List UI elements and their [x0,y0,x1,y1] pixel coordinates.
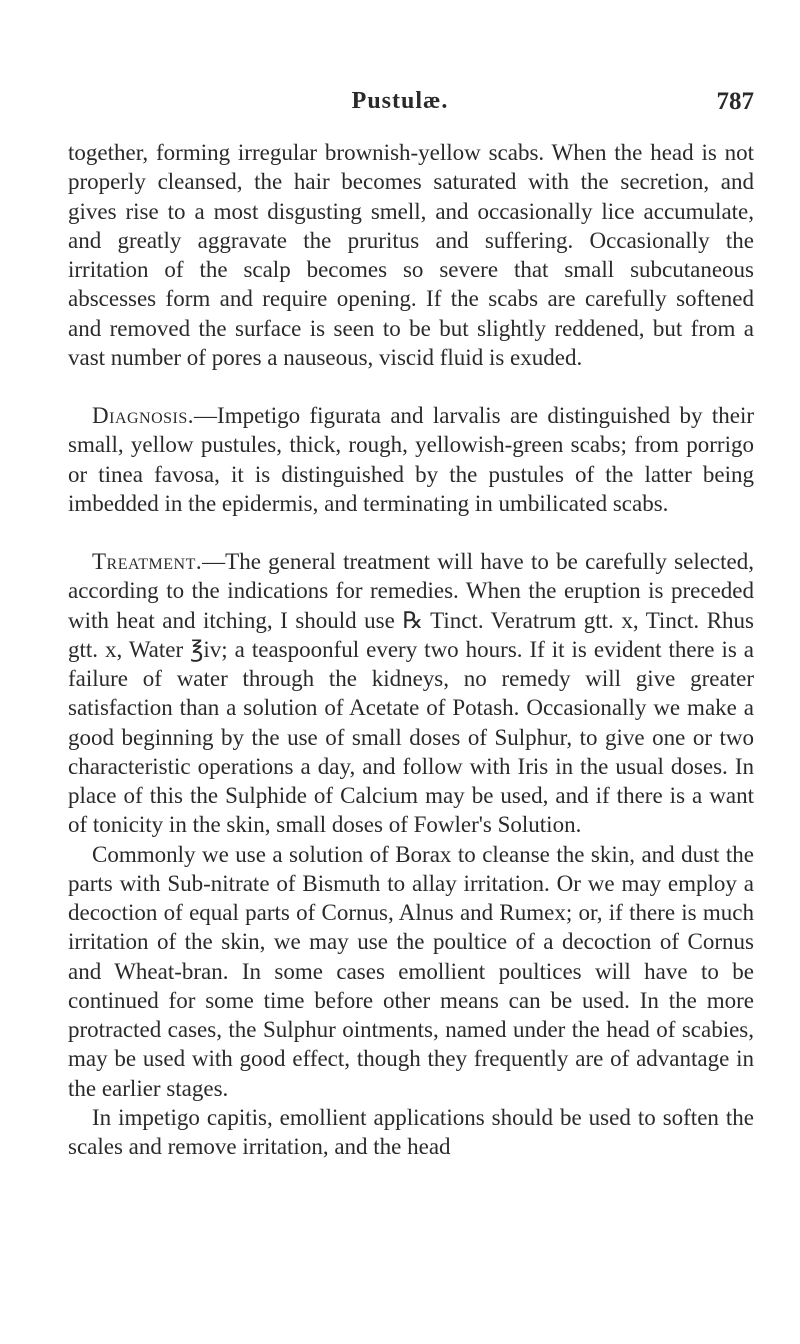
paragraph-text: —The general treatment will have to be carefully selected, according to the indications for remedies. When the eruption is preceded with heat and itching, I should use ℞ Tinct. Veratrum gtt. x, Tinct. Rhus gtt. x, Water ℥iv; a teaspoonful every two hours. If it is evident there is a failure of water through the kidneys, no remedy will give greater satisfaction than a solution of Acetate of Potash. Occasionally we make a good beginning by the use of small doses of Sulphur, to give one or two characteristic operations a day, and follow with Iris in the usual doses. In place of this the Sulphide of Calcium may be used, and if there is a want of tonicity in the skin, small doses of Fowler's Solution. [68,549,754,838]
section-heading-treatment: Treatment. [92,549,203,574]
paragraph-symptoms-continued [68,138,754,372]
page-number: 787 [716,88,754,115]
body-text [68,138,754,1161]
paragraph-diagnosis [68,401,754,518]
paragraph-impetigo-capitis [68,1103,754,1162]
section-heading-diagnosis: Diagnosis. [92,403,195,428]
paragraph-text: In impetigo capitis, emollient applications should be used to soften the scales and remove irritation, and the head [68,1104,754,1159]
page-header [0,88,800,122]
paragraph-treatment [68,547,754,840]
paragraph-text: together, forming irregular brownish-yellow scabs. When the head is not properly cleansed, the hair becomes saturated with the secretion, and gives rise to a most disgusting smell, and occasionally lice accumulate, and greatly aggravate the pruritus and suffering. Occasionally the irritation of the scalp becomes so severe that small subcutaneous abscesses form and require opening. If the scabs are carefully softened and removed the surface is seen to be but slightly reddened, but from a vast number of pores a nauseous, viscid fluid is exuded. [68,140,754,370]
paragraph-text: —Impetigo figurata and larvalis are distinguished by their small, yellow pustules, thick, rough, yellowish-green scabs; from porrigo or tinea favosa, it is distinguished by the pustules of the latter being imbedded in the epidermis, and terminating in umbilicated scabs. [68,403,754,516]
paragraph-local-treatment [68,840,754,1103]
running-title: Pustulæ. [351,88,449,114]
paragraph-text: Commonly we use a solution of Borax to cleanse the skin, and dust the parts with Sub-nitrate of Bismuth to allay irritation. Or we may employ a decoction of equal parts of Cornus, Alnus and Rumex; or, if there is much irritation of the skin, we may use the poultice of a decoction of Cornus and Wheat-bran. In some cases emollient poultices will have to be continued for some time before other means can be used. In the more protracted cases, the Sulphur ointments, named under the head of scabies, may be used with good effect, though they frequently are of advantage in the earlier stages. [68,841,754,1101]
